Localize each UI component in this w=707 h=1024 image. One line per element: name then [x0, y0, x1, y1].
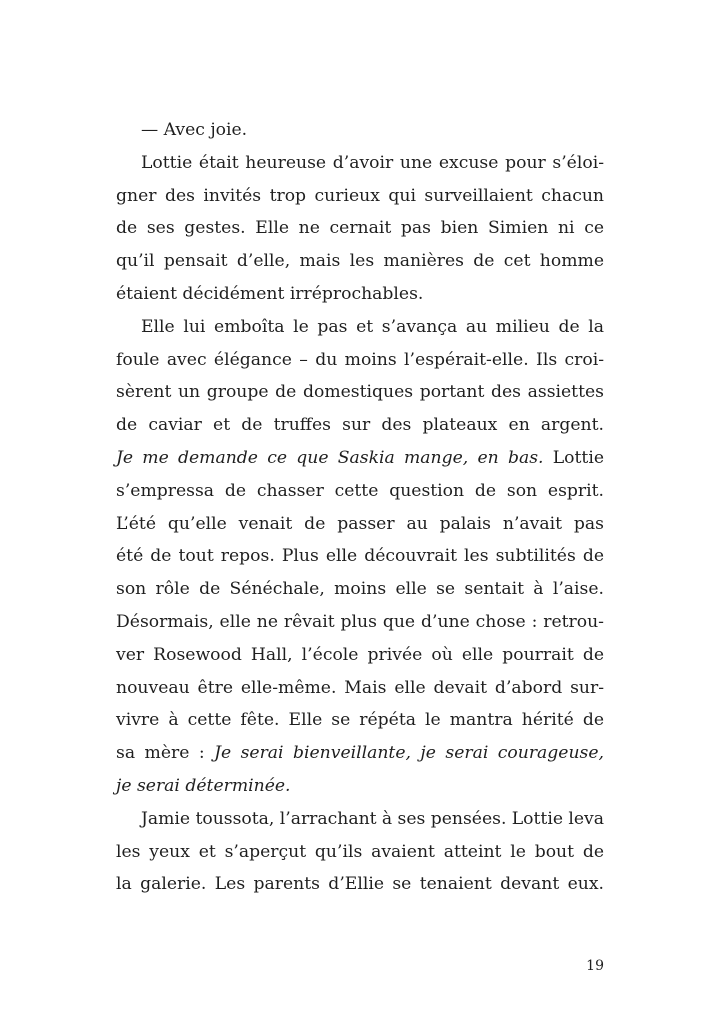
text-segment: Jamie toussota, l’arrachant à ses pensées. Lottie leva [141, 808, 604, 829]
text-segment: ver Rosewood Hall, l’école privée où elle pourrait de [116, 644, 604, 665]
text-line [116, 573, 604, 606]
body-text [116, 114, 604, 901]
text-segment: sèrent un groupe de domestiques portant des assiettes [116, 382, 604, 403]
text-line [116, 868, 604, 901]
text-segment: s’empressa de chasser cette question de son esprit. [116, 480, 604, 501]
text-line [116, 180, 604, 213]
text-segment: sa mère : [116, 743, 215, 764]
text-line [116, 409, 604, 442]
text-segment: la galerie. Les parents d’Ellie se tenaient devant eux. [116, 874, 604, 895]
text-segment: de ses gestes. Elle ne cernait pas bien Simien ni ce [116, 218, 604, 239]
text-segment: qu’il pensait d’elle, mais les manières de cet homme [116, 251, 604, 272]
text-line [116, 508, 604, 541]
text-segment: de caviar et de truffes sur des plateaux en argent. [116, 415, 604, 436]
text-line [116, 770, 604, 803]
text-line [116, 606, 604, 639]
text-segment: gner des invités trop curieux qui surveillaient chacun [116, 185, 604, 206]
text-line [116, 114, 604, 147]
text-segment: nouveau être elle-même. Mais elle devait d’abord sur- [116, 677, 604, 698]
text-line [116, 311, 604, 344]
text-segment: — Avec joie. [141, 120, 248, 140]
text-segment: été de tout repos. Plus elle découvrait les subtilités de [116, 546, 604, 567]
text-line [116, 737, 604, 770]
text-segment: foule avec élégance – du moins l’espérait-elle. Ils croi- [116, 349, 604, 370]
italic-text: Je me demande ce que Saskia mange, en bas. [116, 447, 544, 468]
text-line [116, 803, 604, 836]
text-line [116, 278, 604, 311]
italic-text: Je serai bienveillante, je serai courageuse, [214, 743, 604, 764]
text-segment: Elle lui emboîta le pas et s’avança au milieu de la [141, 316, 604, 337]
text-line [116, 704, 604, 737]
text-segment: vivre à cette fête. Elle se répéta le mantra hérité de [116, 710, 604, 731]
text-line [116, 344, 604, 377]
text-line [116, 147, 604, 180]
text-segment: Lottie [543, 447, 604, 468]
text-segment: les yeux et s’aperçut qu’ils avaient atteint le bout de [116, 841, 604, 862]
text-line [116, 212, 604, 245]
italic-text: je serai déterminée. [116, 775, 291, 796]
page-number: 19 [586, 958, 604, 974]
text-line [116, 540, 604, 573]
text-line [116, 672, 604, 705]
text-segment: Lottie était heureuse d’avoir une excuse pour s’éloi- [141, 152, 604, 173]
text-line [116, 376, 604, 409]
text-segment: Désormais, elle ne rêvait plus que d’une chose : retrou- [116, 611, 604, 632]
text-line [116, 442, 604, 475]
text-line [116, 475, 604, 508]
text-segment: L’été qu’elle venait de passer au palais n’avait pas [116, 513, 604, 534]
text-segment: son rôle de Sénéchale, moins elle se sentait à l’aise. [116, 579, 604, 600]
text-line [116, 245, 604, 278]
text-line [116, 836, 604, 869]
text-segment: étaient décidément irréprochables. [116, 283, 424, 304]
text-line [116, 639, 604, 672]
